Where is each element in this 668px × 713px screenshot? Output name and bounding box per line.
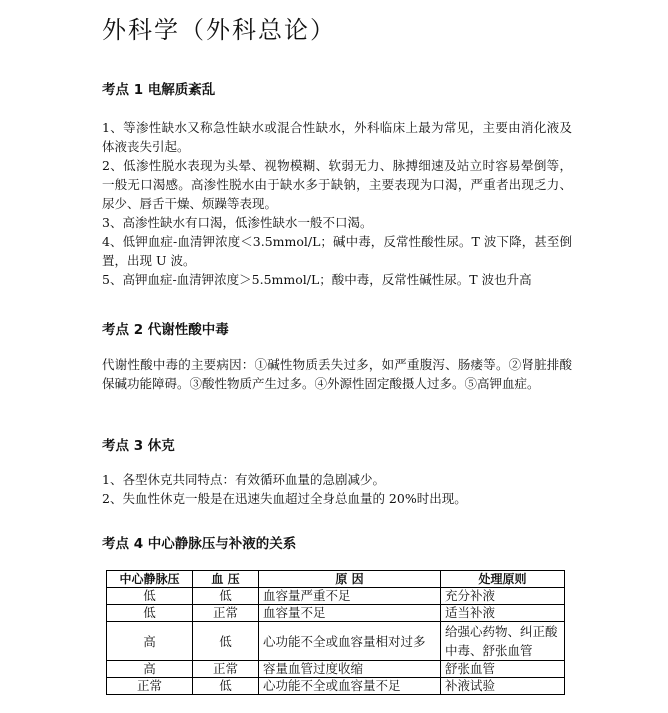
table-cell: 低	[107, 588, 193, 605]
table-cell: 低	[193, 588, 259, 605]
section-heading: 考点 4 中心静脉压与补液的关系	[102, 536, 297, 552]
paragraph: 1、各型休克共同特点：有效循环血量的急剧减少。	[102, 472, 385, 487]
cvp-fluid-table	[106, 570, 565, 695]
column-header: 血 压	[193, 571, 259, 588]
section-body	[102, 355, 572, 393]
paragraph: 3、高渗性缺水有口渴，低渗性缺水一般不口渴。	[102, 215, 373, 230]
table-row	[107, 622, 565, 661]
column-header: 中心静脉压	[107, 571, 193, 588]
table-cell: 低	[107, 605, 193, 622]
table-cell: 低	[193, 622, 259, 661]
column-header: 原 因	[259, 571, 441, 588]
table-row	[107, 588, 565, 605]
table-cell: 适当补液	[441, 605, 565, 622]
paragraph: 4、低钾血症-血清钾浓度＜3.5mmol/L；碱中毒，反常性酸性尿。T 波下降，甚至倒置，出现 U 波。	[102, 234, 572, 268]
document-title: 外科学（外科总论）	[102, 16, 336, 44]
section-body	[102, 118, 572, 289]
table-cell: 正常	[193, 605, 259, 622]
table-cell: 血容量不足	[259, 605, 441, 622]
section-heading: 考点 2 代谢性酸中毒	[102, 322, 229, 338]
table-cell: 充分补液	[441, 588, 565, 605]
table-header-row	[107, 571, 565, 588]
table-row	[107, 661, 565, 678]
table-cell: 正常	[107, 678, 193, 695]
paragraph: 5、高钾血症-血清钾浓度＞5.5mmol/L；酸中毒，反常性碱性尿。T 波也升高	[102, 272, 532, 287]
table-cell: 高	[107, 622, 193, 661]
section-heading: 考点 1 电解质紊乱	[102, 82, 216, 98]
table-cell: 血容量严重不足	[259, 588, 441, 605]
paragraph: 1、等渗性缺水又称急性缺水或混合性缺水，外科临床上最为常见，主要由消化液及体液丧失引起。	[102, 120, 572, 154]
table-cell: 舒张血管	[441, 661, 565, 678]
table-row	[107, 605, 565, 622]
paragraph: 代谢性酸中毒的主要病因：①碱性物质丢失过多，如严重腹泻、肠瘘等。②肾脏排酸保碱功能障碍。③酸性物质产生过多。④外源性固定酸摄人过多。⑤高钾血症。	[102, 357, 572, 391]
table-cell: 低	[193, 678, 259, 695]
table-cell: 高	[107, 661, 193, 678]
table-cell: 心功能不全或血容量相对过多	[259, 622, 441, 661]
paragraph: 2、失血性休克一般是在迅速失血超过全身总血量的 20%时出现。	[102, 491, 467, 506]
section-heading: 考点 3 休克	[102, 438, 175, 454]
table-cell: 正常	[193, 661, 259, 678]
table-cell: 容量血管过度收缩	[259, 661, 441, 678]
column-header: 处理原则	[441, 571, 565, 588]
table-row	[107, 678, 565, 695]
paragraph: 2、低渗性脱水表现为头晕、视物模糊、软弱无力、脉搏细速及站立时容易晕倒等，一般无口渴感。高渗性脱水由于缺水多于缺钠，主要表现为口渴，严重者出现乏力、尿少、唇舌干燥、烦躁等表现。	[102, 158, 572, 211]
table-cell: 给强心药物、纠正酸中毒、舒张血管	[441, 622, 565, 661]
table-cell: 心功能不全或血容量不足	[259, 678, 441, 695]
section-body	[102, 470, 572, 508]
table-cell: 补液试验	[441, 678, 565, 695]
